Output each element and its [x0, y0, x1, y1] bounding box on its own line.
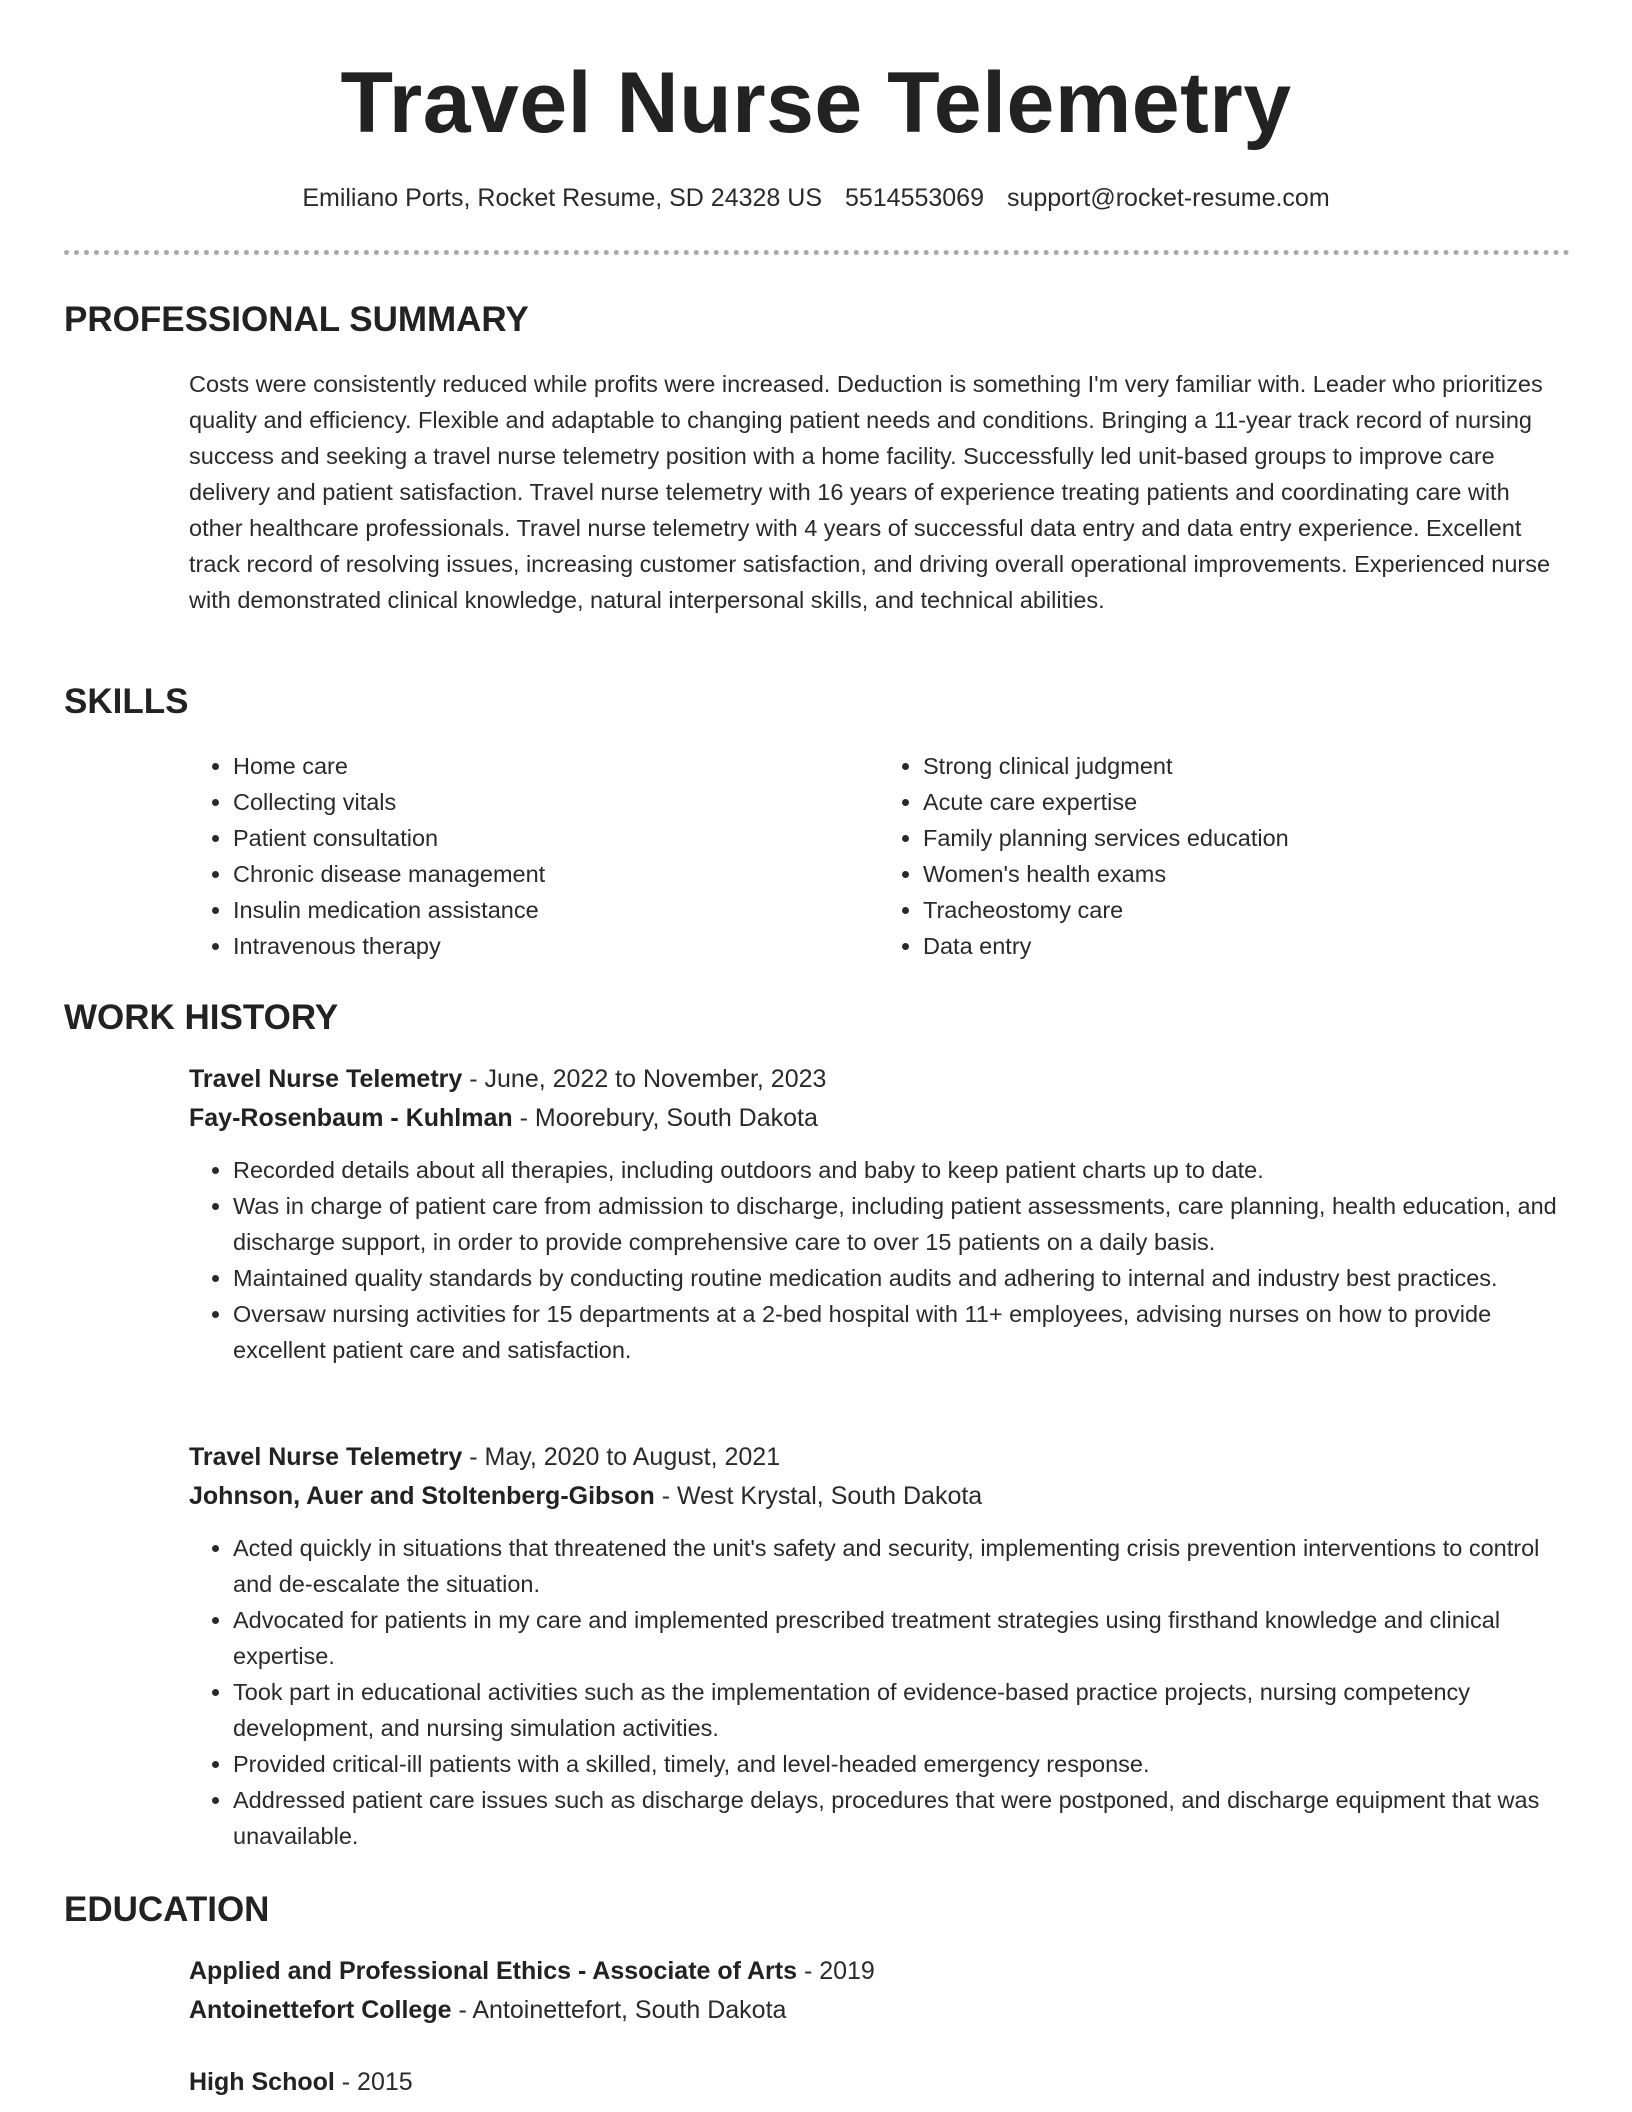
- education-school: Antoinettefort College: [189, 1996, 452, 2024]
- skill-item: • Collecting vitals: [233, 784, 879, 820]
- skill-item: • Data entry: [923, 928, 1569, 964]
- education-degree: High School: [189, 2068, 335, 2096]
- skill-item: • Family planning services education: [923, 820, 1569, 856]
- education-entry: [189, 2063, 1571, 2102]
- skills-list: [189, 748, 1569, 964]
- job-title: Travel Nurse Telemetry: [189, 1065, 463, 1093]
- job-bullet: • Advocated for patients in my care and implemented prescribed treatment strategies using firsthand knowledge and clinical expertise.: [233, 1602, 1571, 1674]
- education-year: - 2019: [797, 1957, 875, 1985]
- job-dates: - June, 2022 to November, 2023: [462, 1065, 827, 1093]
- job-title-line: [189, 1060, 1571, 1099]
- education-degree-line: [189, 2063, 1571, 2102]
- education-degree: Applied and Professional Ethics - Associate of Arts: [189, 1957, 797, 1985]
- job-company: Johnson, Auer and Stoltenberg-Gibson: [189, 1482, 655, 1510]
- education-degree-line: [189, 1952, 1571, 1991]
- skills-column-left: [189, 748, 879, 964]
- contact-email: support@rocket-resume.com: [1006, 184, 1330, 212]
- job-bullet: • Maintained quality standards by conducting routine medication audits and adhering to internal and industry best practices.: [233, 1260, 1571, 1296]
- job-entry: [189, 1060, 1571, 1368]
- job-bullet: • Took part in educational activities such as the implementation of evidence-based practice projects, nursing competency development, and nursing simulation activities.: [233, 1674, 1571, 1746]
- skills-heading: SKILLS: [64, 682, 189, 721]
- job-bullet: • Addressed patient care issues such as discharge delays, procedures that were postponed, and discharge equipment that was unavailable.: [233, 1782, 1571, 1854]
- job-location: - Moorebury, South Dakota: [512, 1104, 818, 1132]
- education-school-line: [189, 1991, 1571, 2030]
- job-company-line: [189, 1477, 1571, 1516]
- job-entry: [189, 1438, 1571, 1854]
- summary-heading: PROFESSIONAL SUMMARY: [64, 300, 529, 339]
- skills-column-right: [879, 748, 1569, 964]
- job-bullets: [189, 1152, 1571, 1368]
- skill-item: • Tracheostomy care: [923, 892, 1569, 928]
- job-bullet: • Provided critical-ill patients with a skilled, timely, and level-headed emergency response.: [233, 1746, 1571, 1782]
- job-bullet: • Recorded details about all therapies, including outdoors and baby to keep patient charts up to date.: [233, 1152, 1571, 1188]
- skill-item: • Strong clinical judgment: [923, 748, 1569, 784]
- job-bullet: • Acted quickly in situations that threatened the unit's safety and security, implementing crisis prevention interventions to control and de-escalate the situation.: [233, 1530, 1571, 1602]
- skill-item: • Women's health exams: [923, 856, 1569, 892]
- education-entry: [189, 1952, 1571, 2030]
- skill-item: • Home care: [233, 748, 879, 784]
- job-company-line: [189, 1099, 1571, 1138]
- education-year: - 2015: [334, 2068, 413, 2096]
- work-history-heading: WORK HISTORY: [64, 998, 339, 1037]
- summary-text: Costs were consistently reduced while profits were increased. Deduction is something I'm very familiar with. Leader who prioritizes quality and efficiency. Flexible and adaptable to changing patient needs and conditions. Bringing a 11-year track record of nursing success and seeking a travel nurse telemetry position with a home facility. Successfully led unit-based groups to improve care delivery and patient satisfaction. Travel nurse telemetry with 16 years of experience treating patients and coordinating care with other healthcare professionals. Travel nurse telemetry with 4 years of successful data entry and data entry experience. Excellent track record of resolving issues, increasing customer satisfaction, and driving overall operational improvements. Experienced nurse with demonstrated clinical knowledge, natural interpersonal skills, and technical abilities.: [189, 371, 1551, 613]
- skill-item: • Intravenous therapy: [233, 928, 879, 964]
- skill-item: • Insulin medication assistance: [233, 892, 879, 928]
- job-bullet: • Was in charge of patient care from admission to discharge, including patient assessments, care planning, health education, and discharge support, in order to provide comprehensive care to over 15 patients on a daily basis.: [233, 1188, 1571, 1260]
- job-bullets: [189, 1530, 1571, 1854]
- header-divider: [64, 250, 1570, 255]
- job-company: Fay-Rosenbaum - Kuhlman: [189, 1104, 513, 1132]
- skill-item: • Acute care expertise: [923, 784, 1569, 820]
- job-title-line: [189, 1438, 1571, 1477]
- resume-title: Travel Nurse Telemetry: [340, 55, 1292, 151]
- education-location: - Antoinettefort, South Dakota: [451, 1996, 787, 2024]
- job-title: Travel Nurse Telemetry: [189, 1443, 463, 1471]
- job-location: - West Krystal, South Dakota: [654, 1482, 983, 1510]
- contact-address: Emiliano Ports, Rocket Resume, SD 24328 US: [302, 184, 822, 212]
- skill-item: • Patient consultation: [233, 820, 879, 856]
- contact-line: [0, 180, 1632, 216]
- contact-phone: 5514553069: [844, 184, 984, 212]
- education-heading: EDUCATION: [64, 1890, 270, 1929]
- job-dates: - May, 2020 to August, 2021: [462, 1443, 781, 1471]
- skill-item: • Chronic disease management: [233, 856, 879, 892]
- job-bullet: • Oversaw nursing activities for 15 departments at a 2-bed hospital with 11+ employees, advising nurses on how to provide excellent patient care and satisfaction.: [233, 1296, 1571, 1368]
